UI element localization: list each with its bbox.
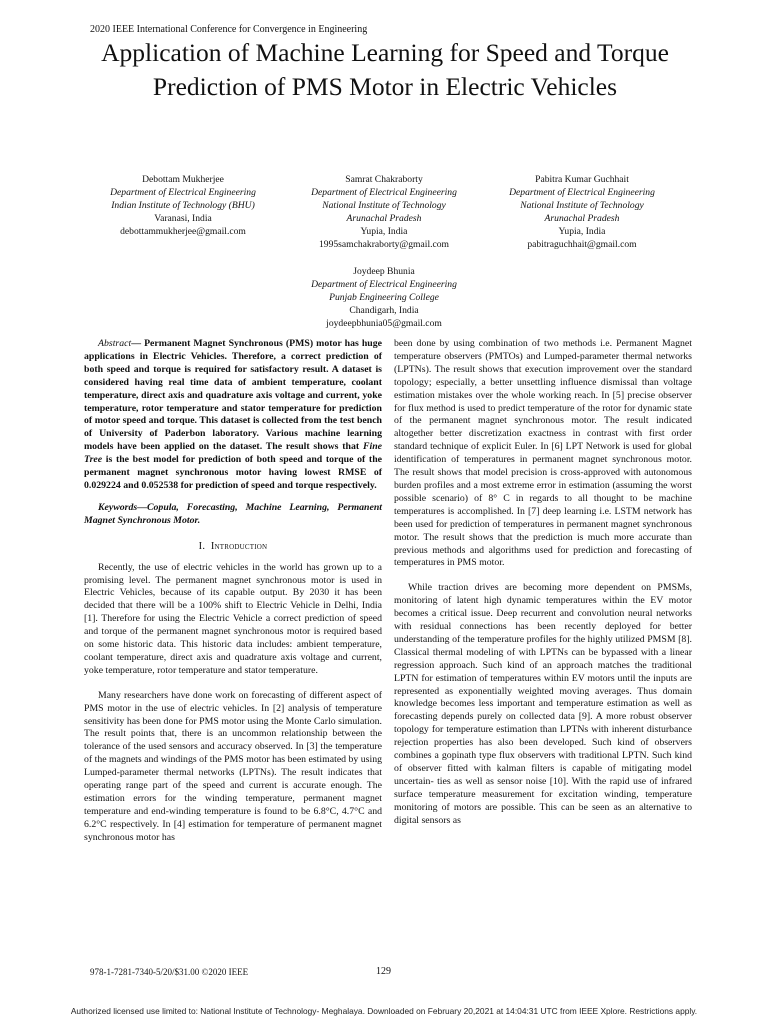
author-block-3 — [482, 173, 682, 251]
author-name: Joydeep Bhunia — [353, 266, 415, 277]
footer-isbn: 978-1-7281-7340-5/20/$31.00 ©2020 IEEE — [90, 967, 249, 977]
keywords: Keywords—Copula, Forecasting, Machine Learning, Permanent Magnet Synchronous Motor. — [84, 501, 382, 526]
license-notice: Authorized licensed use limited to: National Institute of Technology- Meghalaya. Downloaded on February 20,2021 at 14:04:31 UTC from IEEE Xplore. Restrictions apply. — [70, 1006, 698, 1016]
author-institution-line2: Arunachal Pradesh — [346, 213, 422, 224]
abstract-dash: — — [131, 338, 145, 349]
author-institution: National Institute of Technology — [322, 200, 446, 211]
author-institution-line2: Arunachal Pradesh — [544, 213, 620, 224]
section-title: Introduction — [210, 540, 268, 552]
conference-header: 2020 IEEE International Conference for Convergence in Engineering — [90, 24, 368, 35]
author-name: Samrat Chakraborty — [345, 174, 423, 185]
body-paragraph: been done by using combination of two methods i.e. Permanent Magnet temperature observers (PMTOs) and Lumped-parameter thermal networks (LPTNs). The result shows that execution improvement over the standard topology; especially, a better unsettling influence dismissal than voltage estimation mistakes over the whole working reach. In [5] precise observer for flux method is used to predict temperature of the rotor for dynamic state of the permanent magnet synchronous motor. The result indicated altogether better discretization exactness in contrast with first order standard technique of explicit Euler. In [6] LPT Network is used for global identification of temperatures in permanent magnet synchronous motor. The result shows that model precision is cross-approved with autonomous burden profiles and a most extreme error in estimation (assuming the worst possible scenario) of 8° C in regards to all thought to be machine temperatures is accomplished. In [7] deep learning i.e. LSTM network has been used for prediction of temperatures in permanent magnet synchronous motor. The result shows that the prediction is much more accurate than previous methods and algorithms used for prediction and forecasting of temperatures in PMS motor. — [394, 338, 692, 569]
author-email: joydeepbhunia05@gmail.com — [326, 318, 442, 329]
author-email: debottammukherjee@gmail.com — [120, 226, 246, 237]
page-number: 129 — [376, 966, 391, 977]
author-block-2 — [284, 173, 484, 251]
paper-title: Application of Machine Learning for Speed and Torque Prediction of PMS Motor in Electric Vehicles — [101, 38, 669, 101]
author-department: Department of Electrical Engineering — [509, 187, 655, 198]
author-email: pabitraguchhait@gmail.com — [527, 239, 637, 250]
author-location: Chandigarh, India — [349, 305, 419, 316]
left-column — [84, 338, 382, 845]
section-heading — [84, 541, 382, 554]
author-block-4 — [284, 265, 484, 330]
author-location: Varanasi, India — [154, 213, 212, 224]
author-institution: Indian Institute of Technology (BHU) — [111, 200, 255, 211]
author-institution: National Institute of Technology — [520, 200, 644, 211]
author-department: Department of Electrical Engineering — [311, 279, 457, 290]
abstract-text-1: Permanent Magnet Synchronous (PMS) motor has huge applications in Electric Vehicles. Therefore, a correct prediction of both speed and torque is required for satisfactory result. A dataset is considered having real time data of ambient temperature, coolant temperature, direct axis and quadrature axis voltage and current, yoke temperature, rotor temperature and stator temperature for prediction of motor speed and torque. This dataset is collected from the test bench of University of Paderbon laboratory. Various machine learning models have been applied on the dataset. The result shows that — [84, 338, 383, 453]
author-department: Department of Electrical Engineering — [311, 187, 457, 198]
section-number: I. — [198, 540, 206, 552]
author-name: Pabitra Kumar Guchhait — [535, 174, 629, 185]
author-name: Debottam Mukherjee — [142, 174, 224, 185]
author-location: Yupia, India — [558, 226, 606, 237]
body-paragraph: While traction drives are becoming more dependent on PMSMs, monitoring of latent high dynamic temperatures within the EV motor becomes a critical issue. Deep recurrent and convolution neural networks with residual connections has been recently deployed for better understanding of the temperature profiles for the highly utilized PMSM [8]. Classical thermal modeling of with LPTNs can be bypassed with a linear regression approach. Such kind of an approach matches the traditional LPTN for estimation of temperatures within EV motors until the inputs are represented as exponentially weighted moving averages. Thus domain knowledge becomes less important and temperature estimation as well as forecasting depends purely on collected data [9]. A more robust observer topology for temperature estimation than LPTNs with inherent disturbance rejection properties has also been developed. Such kind of observers combines a gopinath type flux observers with traditional LPTN. Such kind of observer fitted with kalman filters is capable of mitigating model uncertain- ties as well as sensor noise [10]. With the rapid use of infrared surface temperature measurement for excitation winding, temperature monitoring of motors are possible. This can be seen as an alternative to digital sensors as — [394, 582, 692, 826]
right-column — [394, 338, 692, 828]
body-paragraph: Recently, the use of electric vehicles in the world has grown up to a promising level. The permanent magnet synchronous motor is used in Electric Vehicles, because of its capable output. By 2030 it has been decided that there will be a 100% shift to Electric Vehicle in Delhi, India [1]. Therefore for using the Electric Vehicle a correct prediction of speed and torque of the permanent magnet synchronous motor is required based on some historic data. This historic data includes: ambient temperature, coolant temperature, direct axis and quadrature axis voltage and current, yoke temperature, rotor temperature and stator temperature. — [84, 561, 382, 676]
author-block-1 — [83, 173, 283, 238]
body-paragraph: Many researchers have done work on forecasting of different aspect of PMS motor in the use of electric vehicles. In [2] analysis of temperature sensitivity has been done for PMS motor using the Monte Carlo simulation. The result points that, there is an uncommon relationship between the tolerance of the used sensors and accuracy observed. In [3] the temperature of the magnets and windings of the PMS motor has been estimated by using Lumped-parameter thermal networks (LPTNs). The result indicates that operating range part of the speed and current is accurate enough. The estimation errors for the winding temperature, permanent magnet temperature and end-winding temperature is found to be 6.8°C, 4.7°C and 6.2°C respectively. In [4] estimation for temperature of permanent magnet synchronous motor has — [84, 689, 382, 843]
abstract-text-2: is the best model for prediction of both speed and torque of the permanent magnet synchronous motor having lowest RMSE of 0.029224 and 0.052538 for prediction of speed and torque respectively. — [84, 454, 382, 491]
author-institution: Punjab Engineering College — [329, 292, 439, 303]
abstract-model: Fine Tree — [84, 441, 382, 466]
author-location: Yupia, India — [360, 226, 408, 237]
abstract-label: Abstract — [98, 338, 132, 349]
abstract — [84, 338, 382, 493]
author-department: Department of Electrical Engineering — [110, 187, 256, 198]
author-email: 1995samchakraborty@gmail.com — [318, 239, 450, 250]
